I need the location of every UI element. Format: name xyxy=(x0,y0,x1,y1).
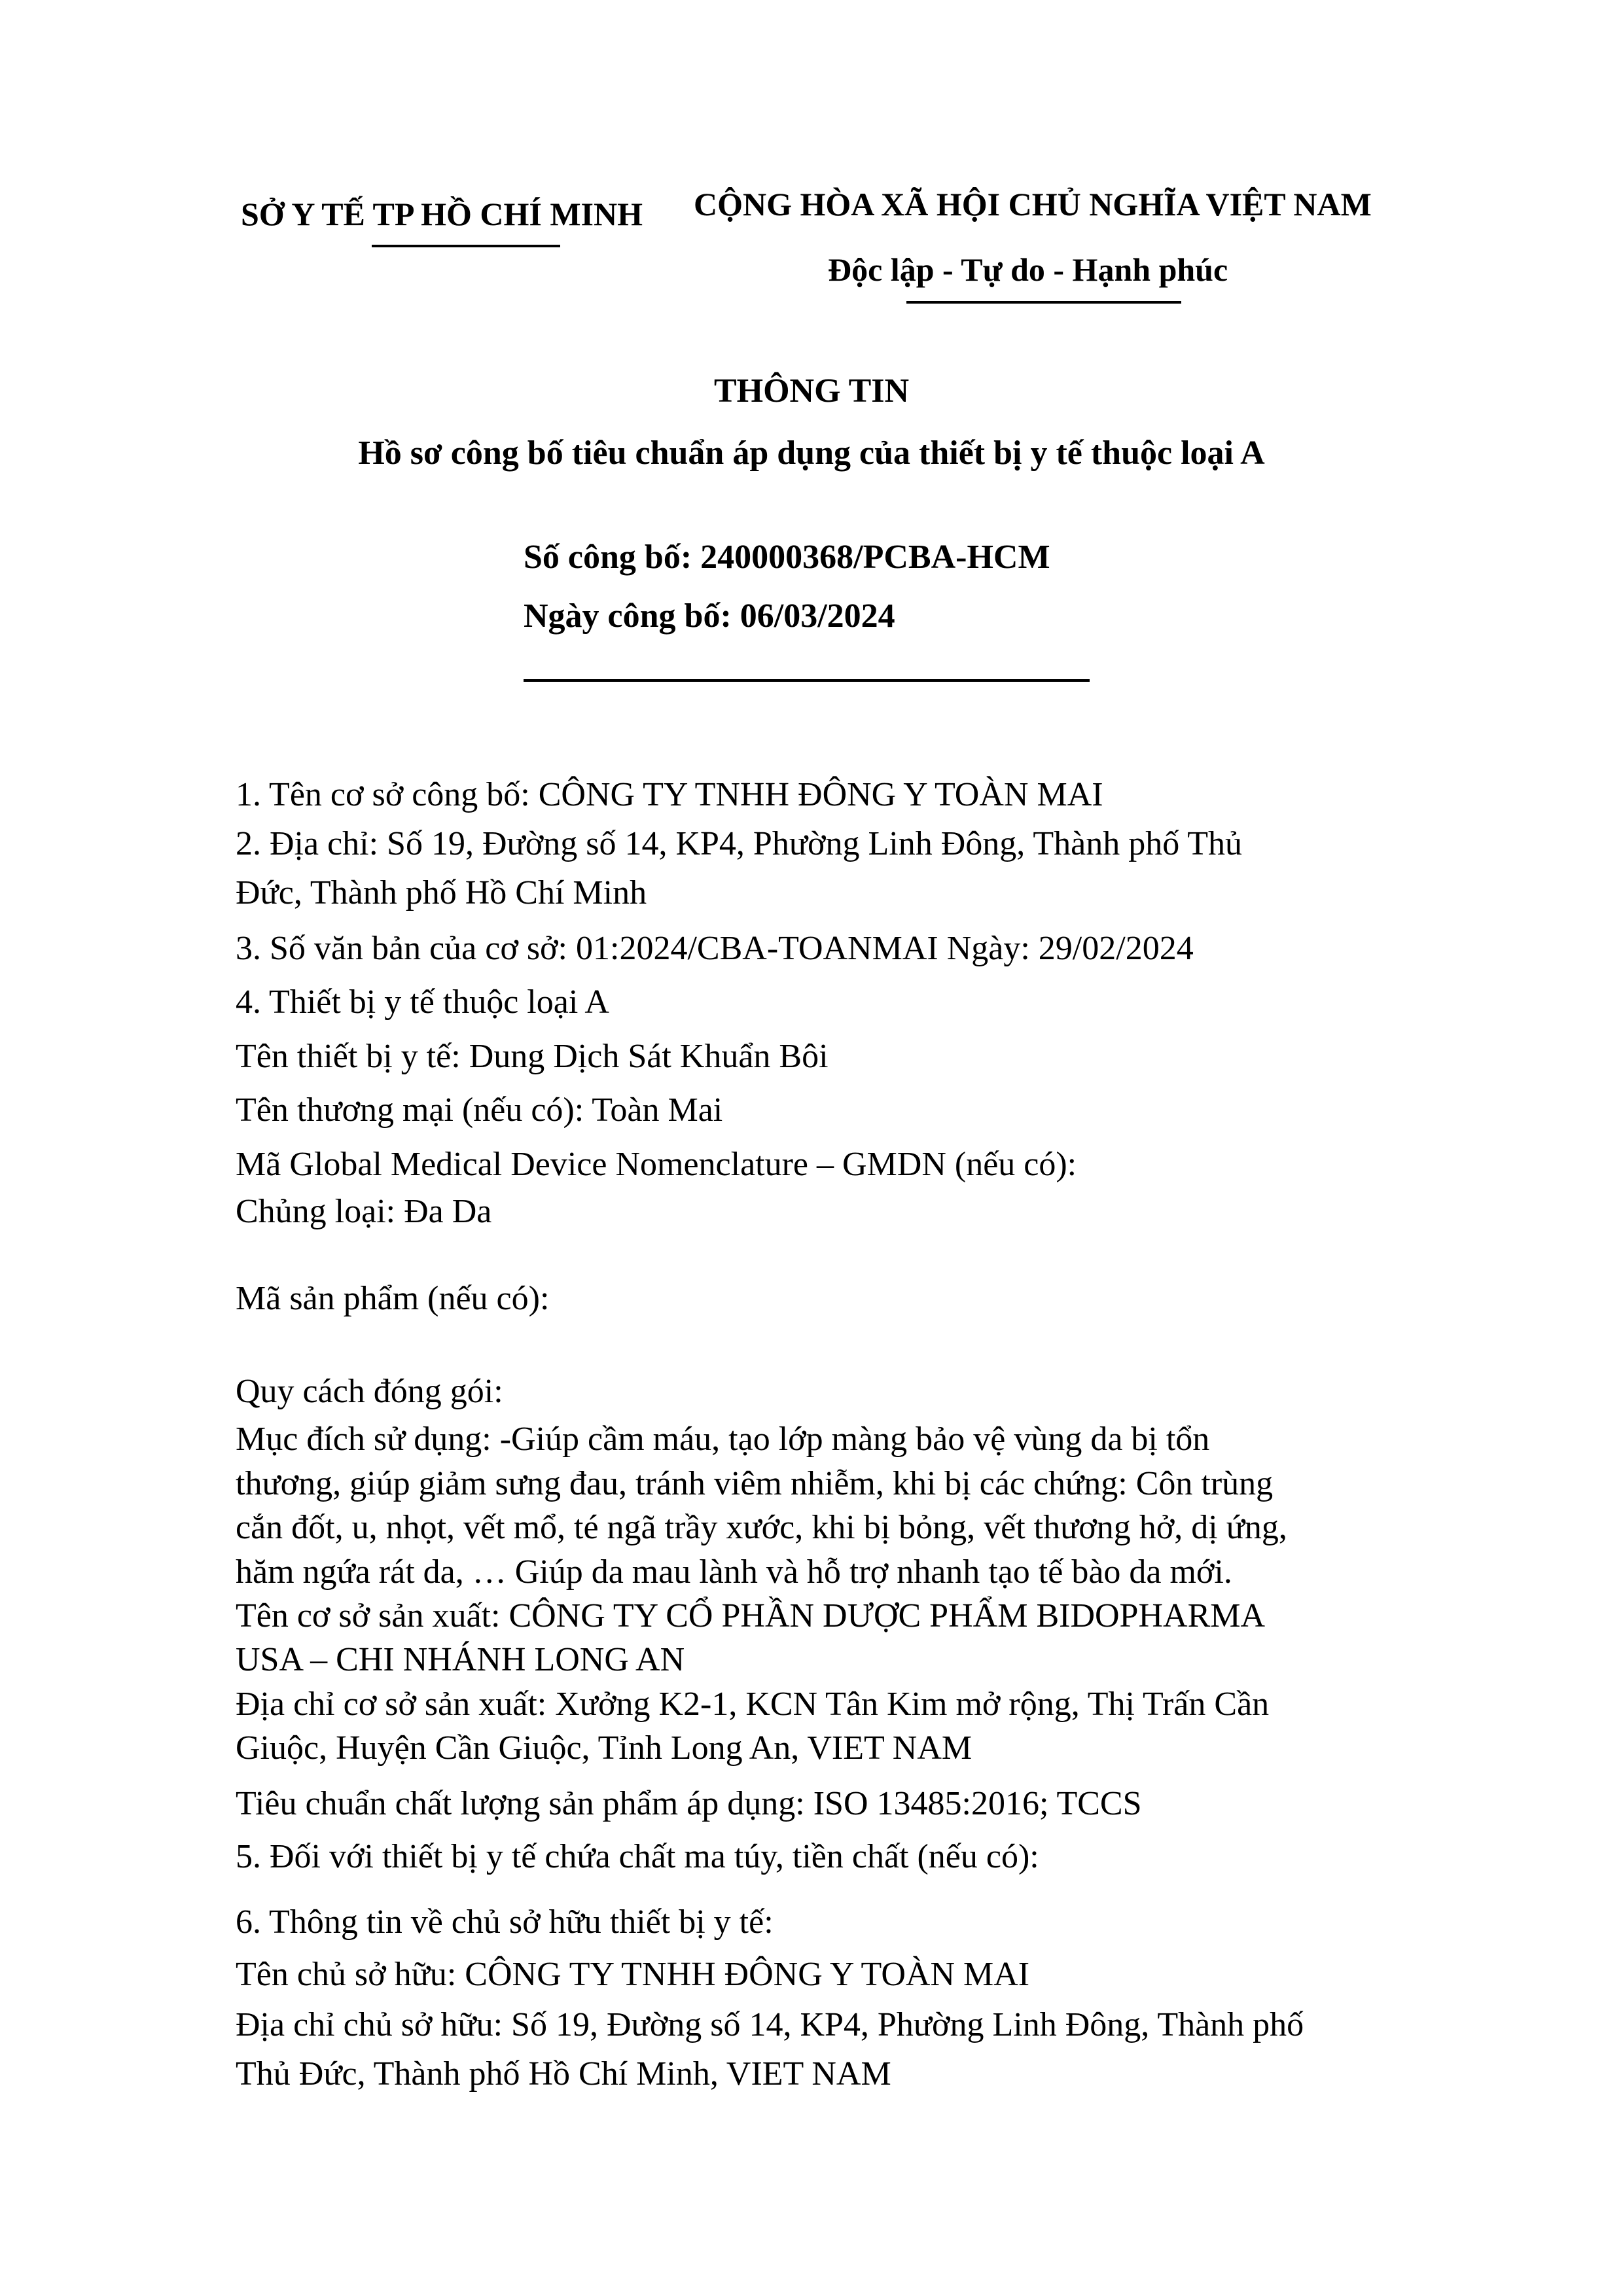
announcement-number: Số công bố: 240000368/PCBA-HCM xyxy=(524,539,1050,576)
intended-use-cont-2: cắn đốt, u, nhọt, vết mổ, té ngã trầy xước, khi bị bỏng, vết thương hở, dị ứng, xyxy=(236,1509,1287,1546)
intended-use-cont-1: thương, giúp giảm sưng đau, tránh viêm nhiễm, khi bị các chứng: Côn trùng xyxy=(236,1465,1274,1502)
trade-name: Tên thương mại (nếu có): Toàn Mai xyxy=(236,1091,723,1129)
intended-use-cont-3: hăm ngứa rát da, … Giúp da mau lành và hỗ trợ nhanh tạo tế bào da mới. xyxy=(236,1553,1232,1591)
item-2-address: 2. Địa chỉ: Số 19, Đường số 14, KP4, Phường Linh Đông, Thành phố Thủ xyxy=(236,825,1243,862)
gmdn-code: Mã Global Medical Device Nomenclature – GMDN (nếu có): xyxy=(236,1146,1077,1183)
announcement-date: Ngày công bố: 06/03/2024 xyxy=(524,597,895,635)
quality-standard: Tiêu chuẩn chất lượng sản phẩm áp dụng: ISO 13485:2016; TCCS xyxy=(236,1785,1142,1822)
manufacturer-address-cont: Giuộc, Huyện Cần Giuộc, Tỉnh Long An, VIET NAM xyxy=(236,1729,972,1767)
owner-address-cont: Thủ Đức, Thành phố Hồ Chí Minh, VIET NAM xyxy=(236,2055,891,2093)
item-3-document-number: 3. Số văn bản của cơ sở: 01:2024/CBA-TOANMAI Ngày: 29/02/2024 xyxy=(236,930,1194,967)
product-code: Mã sản phẩm (nếu có): xyxy=(236,1280,550,1317)
device-category: Chủng loại: Đa Da xyxy=(236,1193,492,1230)
item-6-owner-info: 6. Thông tin về chủ sở hữu thiết bị y tế: xyxy=(236,1903,774,1941)
packaging-spec: Quy cách đóng gói: xyxy=(236,1373,503,1410)
agency-underline xyxy=(372,245,560,247)
republic-name: CỘNG HÒA XÃ HỘI CHỦ NGHĨA VIỆT NAM xyxy=(694,186,1372,222)
owner-name: Tên chủ sở hữu: CÔNG TY TNHH ĐÔNG Y TOÀN MAI xyxy=(236,1956,1030,1993)
item-1-announcer: 1. Tên cơ sở công bố: CÔNG TY TNHH ĐÔNG Y TOÀN MAI xyxy=(236,776,1103,813)
manufacturer-name: Tên cơ sở sản xuất: CÔNG TY CỔ PHẦN DƯỢC PHẨM BIDOPHARMA xyxy=(236,1597,1266,1634)
item-2-address-cont: Đức, Thành phố Hồ Chí Minh xyxy=(236,874,647,911)
title-divider xyxy=(524,679,1090,682)
owner-address: Địa chỉ chủ sở hữu: Số 19, Đường số 14, KP4, Phường Linh Đông, Thành phố xyxy=(236,2006,1304,2043)
manufacturer-address: Địa chỉ cơ sở sản xuất: Xưởng K2-1, KCN Tân Kim mở rộng, Thị Trấn Cần xyxy=(236,1686,1270,1723)
agency-name: SỞ Y TẾ TP HỒ CHÍ MINH xyxy=(241,196,643,232)
document-title: THÔNG TIN xyxy=(713,372,910,410)
motto-underline xyxy=(906,301,1181,304)
document-subtitle: Hồ sơ công bố tiêu chuẩn áp dụng của thiết bị y tế thuộc loại A xyxy=(358,434,1265,472)
intended-use: Mục đích sử dụng: -Giúp cầm máu, tạo lớp màng bảo vệ vùng da bị tổn xyxy=(236,1421,1210,1458)
device-name: Tên thiết bị y tế: Dung Dịch Sát Khuẩn Bôi xyxy=(236,1038,829,1075)
item-5-narcotics: 5. Đối với thiết bị y tế chứa chất ma túy, tiền chất (nếu có): xyxy=(236,1838,1039,1875)
manufacturer-name-cont: USA – CHI NHÁNH LONG AN xyxy=(236,1641,685,1678)
national-motto: Độc lập - Tự do - Hạnh phúc xyxy=(828,251,1228,288)
item-4-device-class: 4. Thiết bị y tế thuộc loại A xyxy=(236,983,609,1021)
